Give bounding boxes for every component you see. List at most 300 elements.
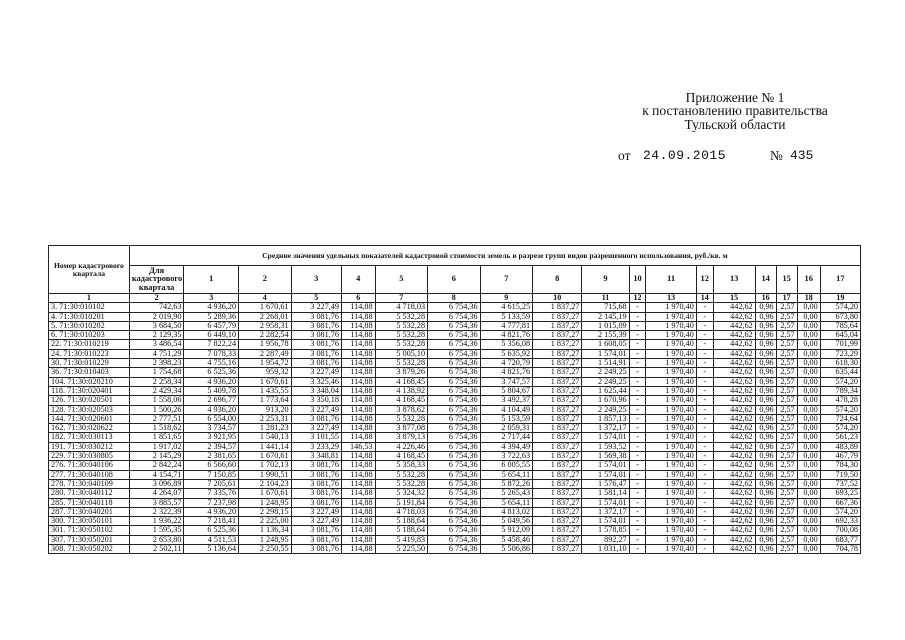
table-cell: 2 717,44 — [480, 433, 533, 442]
table-cell: 1 970,40 — [646, 396, 696, 405]
table-cell: 574,20 — [820, 377, 860, 386]
table-cell: 7 205,61 — [184, 479, 239, 488]
table-cell: - — [629, 452, 646, 461]
table-cell: 719,50 — [820, 470, 860, 479]
table-cell: 4 226,46 — [375, 442, 428, 451]
table-cell: 5 532,28 — [375, 359, 428, 368]
table-cell: 0,00 — [797, 535, 820, 544]
table-cell: 2,57 — [776, 340, 797, 349]
table-cell: 2 250,55 — [239, 545, 292, 554]
table-cell: - — [696, 442, 713, 451]
table-cell: 1 540,13 — [239, 433, 292, 442]
table-cell: 3 081,76 — [291, 321, 341, 330]
table-cell: 114,88 — [341, 405, 375, 414]
table-cell: - — [629, 461, 646, 470]
table-cell: 3 684,50 — [129, 321, 184, 330]
table-row — [49, 377, 861, 386]
table-cell: 1 608,05 — [582, 340, 629, 349]
table-cell: 114,88 — [341, 479, 375, 488]
table-cell: 1 936,22 — [129, 517, 184, 526]
table-cell: 5 419,83 — [375, 535, 428, 544]
table-cell: 3 081,76 — [291, 312, 341, 321]
table-cell: 442,62 — [713, 368, 755, 377]
table-cell: 442,62 — [713, 377, 755, 386]
table-cell: 1 569,38 — [582, 452, 629, 461]
column-index: 7 — [375, 294, 428, 303]
table-cell: 4 168,45 — [375, 452, 428, 461]
table-cell: 1 970,40 — [646, 498, 696, 507]
table-cell: 0,96 — [755, 535, 776, 544]
table-cell: - — [696, 517, 713, 526]
table-cell: - — [629, 470, 646, 479]
table-cell: - — [629, 377, 646, 386]
table-cell: 693,25 — [820, 489, 860, 498]
table-cell: 2,57 — [776, 386, 797, 395]
table-cell: 618,30 — [820, 359, 860, 368]
table-cell: 114,88 — [341, 433, 375, 442]
table-cell: 0,96 — [755, 386, 776, 395]
table-cell: 1 514,91 — [582, 359, 629, 368]
table-cell: 0,96 — [755, 433, 776, 442]
table-cell: 1 851,65 — [129, 433, 184, 442]
table-cell: 6 754,36 — [428, 396, 481, 405]
table-cell: 1 372,17 — [582, 507, 629, 516]
table-cell: 442,62 — [713, 331, 755, 340]
table-cell: 4 104,49 — [480, 405, 533, 414]
table-cell: 2 253,31 — [239, 414, 292, 423]
table-cell: 784,30 — [820, 461, 860, 470]
table-cell: 114,88 — [341, 331, 375, 340]
table-cell: 114,88 — [341, 461, 375, 470]
table-cell: - — [696, 545, 713, 554]
table-cell: 673,80 — [820, 312, 860, 321]
table-cell: 7 078,33 — [184, 349, 239, 358]
table-cell: 1 970,40 — [646, 433, 696, 442]
table-cell: 2,57 — [776, 517, 797, 526]
table-cell: 3 081,76 — [291, 545, 341, 554]
table-cell: 1 281,23 — [239, 424, 292, 433]
table-cell: 1 500,26 — [129, 405, 184, 414]
table-cell: 3 081,76 — [291, 498, 341, 507]
table-row — [49, 442, 861, 451]
table-cell: 1 970,40 — [646, 368, 696, 377]
table-cell: 1 837,27 — [533, 470, 582, 479]
table-row — [49, 368, 861, 377]
table-cell: 1 970,40 — [646, 359, 696, 368]
table-cell: 0,00 — [797, 340, 820, 349]
table-cell: 2,57 — [776, 470, 797, 479]
table-cell: 3 486,54 — [129, 340, 184, 349]
table-cell: 1 581,14 — [582, 489, 629, 498]
table-cell: 6 754,36 — [428, 321, 481, 330]
table-cell: 6 754,36 — [428, 479, 481, 488]
table-cell: 1 837,27 — [533, 545, 582, 554]
table-cell: 1 970,40 — [646, 545, 696, 554]
table-cell: 2,57 — [776, 461, 797, 470]
table-cell: - — [696, 507, 713, 516]
table-cell: 114,88 — [341, 535, 375, 544]
table-cell: 442,62 — [713, 479, 755, 488]
table-cell: 1 670,61 — [239, 303, 292, 312]
table-cell: - — [696, 414, 713, 423]
table-cell: 3 877,08 — [375, 424, 428, 433]
table-cell: 2 249,25 — [582, 377, 629, 386]
table-cell: 5 532,28 — [375, 331, 428, 340]
table-cell: 1 136,34 — [239, 526, 292, 535]
table-cell: 1 970,40 — [646, 303, 696, 312]
table-cell: 4 138,92 — [375, 386, 428, 395]
table-row — [49, 433, 861, 442]
table-cell: 483,89 — [820, 442, 860, 451]
table-cell: 114,88 — [341, 359, 375, 368]
table-cell: 1 670,96 — [582, 396, 629, 405]
table-cell: 6 754,36 — [428, 368, 481, 377]
table-cell: 3 081,76 — [291, 331, 341, 340]
group-header: 10 — [629, 266, 646, 294]
table-cell: 114,88 — [341, 507, 375, 516]
table-cell: - — [696, 405, 713, 414]
table-cell: 2,57 — [776, 359, 797, 368]
table-cell: 2 298,15 — [239, 507, 292, 516]
table-cell: 6 754,36 — [428, 414, 481, 423]
table-cell: 0,00 — [797, 331, 820, 340]
table-cell: 5 872,26 — [480, 479, 533, 488]
table-row — [49, 414, 861, 423]
table-cell: 2,57 — [776, 452, 797, 461]
table-cell: 3 081,76 — [291, 349, 341, 358]
appendix-subtitle: к постановлению правительства — [642, 103, 828, 118]
table-cell: 114,88 — [341, 489, 375, 498]
table-cell: 1 837,27 — [533, 312, 582, 321]
table-cell: 913,20 — [239, 405, 292, 414]
table-cell: 4 264,07 — [129, 489, 184, 498]
table-row — [49, 340, 861, 349]
table-cell: 3 227,49 — [291, 303, 341, 312]
cadastral-value-table — [48, 245, 861, 554]
table-cell: 114,88 — [341, 452, 375, 461]
table-cell: 0,00 — [797, 359, 820, 368]
table-cell: 1 015,09 — [582, 321, 629, 330]
group-header: 11 — [646, 266, 696, 294]
table-cell: 1 970,40 — [646, 340, 696, 349]
table-cell: 4 720,79 — [480, 359, 533, 368]
resolution-date: 24.09.2015 — [643, 148, 727, 163]
table-cell: - — [629, 517, 646, 526]
table-cell: 2,57 — [776, 424, 797, 433]
table-cell: 5 532,28 — [375, 312, 428, 321]
table-cell: 5 136,64 — [184, 545, 239, 554]
table-cell: 4 821,76 — [480, 331, 533, 340]
table-cell: 1 837,27 — [533, 349, 582, 358]
table-cell: 3 081,76 — [291, 535, 341, 544]
table-cell: 1 435,55 — [239, 386, 292, 395]
table-cell: 1 837,27 — [533, 331, 582, 340]
table-cell: 114,88 — [341, 349, 375, 358]
table-cell: 2,57 — [776, 498, 797, 507]
group-header: 16 — [797, 266, 820, 294]
table-cell: 2 268,01 — [239, 312, 292, 321]
table-cell: 4 718,03 — [375, 303, 428, 312]
table-cell: 5 265,43 — [480, 489, 533, 498]
table-cell: 0,96 — [755, 507, 776, 516]
table-cell: 6 554,00 — [184, 414, 239, 423]
table-cell: - — [629, 498, 646, 507]
table-cell: 6 754,36 — [428, 349, 481, 358]
cadastral-quarter-cell: 191. 71:30:030212 — [49, 442, 130, 451]
table-cell: 723,29 — [820, 349, 860, 358]
table-cell: 3 921,95 — [184, 433, 239, 442]
table-cell: 1 837,27 — [533, 340, 582, 349]
table-cell: - — [696, 452, 713, 461]
table-cell: 5 654,11 — [480, 498, 533, 507]
table-cell: 0,00 — [797, 321, 820, 330]
table-cell: 2 287,49 — [239, 349, 292, 358]
table-cell: 1 990,51 — [239, 470, 292, 479]
table-cell: 5 409,78 — [184, 386, 239, 395]
table-row — [49, 507, 861, 516]
table-cell: - — [629, 349, 646, 358]
resolution-number: 435 — [790, 148, 814, 163]
table-cell: 442,62 — [713, 396, 755, 405]
table-row — [49, 498, 861, 507]
table-cell: 3 081,76 — [291, 489, 341, 498]
table-row — [49, 312, 861, 321]
table-cell: 2 322,39 — [129, 507, 184, 516]
cadastral-quarter-cell: 144. 71:30:020601 — [49, 414, 130, 423]
table-cell: 114,88 — [341, 498, 375, 507]
table-cell: 1 625,44 — [582, 386, 629, 395]
table-cell: 442,62 — [713, 424, 755, 433]
table-cell: 4 154,71 — [129, 470, 184, 479]
column-index: 4 — [239, 294, 292, 303]
table-cell: - — [629, 321, 646, 330]
table-cell: 442,62 — [713, 303, 755, 312]
table-cell: 1 670,61 — [239, 489, 292, 498]
table-row — [49, 489, 861, 498]
table-cell: 1 773,64 — [239, 396, 292, 405]
column-index: 10 — [533, 294, 582, 303]
number-prefix: № — [770, 148, 783, 163]
table-cell: 5 191,84 — [375, 498, 428, 507]
table-cell: 1 837,27 — [533, 517, 582, 526]
table-cell: 683,77 — [820, 535, 860, 544]
table-cell: 4 813,02 — [480, 507, 533, 516]
table-cell: 0,96 — [755, 470, 776, 479]
table-cell: 5 005,10 — [375, 349, 428, 358]
quarter-number-header: Номер кадастрового квартала — [49, 246, 130, 294]
cadastral-quarter-cell: 280. 71:30:040112 — [49, 489, 130, 498]
table-cell: 574,20 — [820, 507, 860, 516]
table-cell: 0,00 — [797, 386, 820, 395]
table-cell: 0,00 — [797, 312, 820, 321]
table-cell: 0,96 — [755, 526, 776, 535]
table-cell: 114,88 — [341, 368, 375, 377]
table-row — [49, 321, 861, 330]
group-header: 13 — [713, 266, 755, 294]
table-cell: - — [629, 489, 646, 498]
table-cell: 146,53 — [341, 442, 375, 451]
table-cell: 1 837,27 — [533, 479, 582, 488]
table-cell: 1 837,27 — [533, 507, 582, 516]
cadastral-quarter-cell: 182. 71:30:030113 — [49, 433, 130, 442]
table-cell: - — [629, 340, 646, 349]
table-cell: - — [696, 396, 713, 405]
table-cell: 1 970,40 — [646, 321, 696, 330]
table-cell: 1 970,40 — [646, 479, 696, 488]
table-cell: 2 249,25 — [582, 405, 629, 414]
table-cell: 1 372,17 — [582, 424, 629, 433]
cadastral-quarter-cell: 277. 71:30:040108 — [49, 470, 130, 479]
table-cell: 700,08 — [820, 526, 860, 535]
table-cell: 6 754,36 — [428, 359, 481, 368]
table-cell: - — [696, 424, 713, 433]
table-cell: 0,00 — [797, 498, 820, 507]
cadastral-quarter-cell: 276. 71:30:040106 — [49, 461, 130, 470]
table-cell: - — [629, 479, 646, 488]
table-cell: 3 081,76 — [291, 526, 341, 535]
table-row — [49, 545, 861, 554]
table-cell: 2 155,39 — [582, 331, 629, 340]
table-cell: 0,96 — [755, 545, 776, 554]
table-cell: 3 348,04 — [291, 386, 341, 395]
table-cell: 442,62 — [713, 386, 755, 395]
table-cell: 724,64 — [820, 414, 860, 423]
table-cell: 6 525,36 — [184, 526, 239, 535]
table-cell: 5 654,11 — [480, 470, 533, 479]
table-row — [49, 470, 861, 479]
table-cell: 3 081,76 — [291, 479, 341, 488]
table-cell: 0,96 — [755, 396, 776, 405]
table-cell: 737,52 — [820, 479, 860, 488]
table-cell: 0,00 — [797, 303, 820, 312]
table-cell: - — [696, 526, 713, 535]
table-cell: 0,96 — [755, 303, 776, 312]
table-cell: 442,62 — [713, 526, 755, 535]
table-cell: 442,62 — [713, 405, 755, 414]
cadastral-quarter-cell: 104. 71:30:020210 — [49, 377, 130, 386]
table-cell: 1 574,01 — [582, 349, 629, 358]
table-cell: 114,88 — [341, 545, 375, 554]
table-cell: 1 837,27 — [533, 433, 582, 442]
table-cell: 0,00 — [797, 396, 820, 405]
table-cell: 4 936,20 — [184, 377, 239, 386]
table-cell: - — [629, 331, 646, 340]
table-cell: 4 168,45 — [375, 396, 428, 405]
table-cell: 667,36 — [820, 498, 860, 507]
group-header: 12 — [696, 266, 713, 294]
table-cell: 574,20 — [820, 303, 860, 312]
table-cell: 7 335,76 — [184, 489, 239, 498]
table-cell: 2 429,34 — [129, 386, 184, 395]
table-cell: 1 970,40 — [646, 312, 696, 321]
table-cell: 1 837,27 — [533, 442, 582, 451]
table-cell: 442,62 — [713, 489, 755, 498]
column-index: 9 — [480, 294, 533, 303]
table-cell: 2 104,23 — [239, 479, 292, 488]
table-cell: 0,96 — [755, 489, 776, 498]
table-cell: 0,96 — [755, 424, 776, 433]
table-cell: - — [629, 396, 646, 405]
group-header: 9 — [582, 266, 629, 294]
table-cell: 6 754,36 — [428, 340, 481, 349]
table-cell: 5 458,46 — [480, 535, 533, 544]
table-cell: - — [629, 359, 646, 368]
table-cell: 3 101,55 — [291, 433, 341, 442]
table-cell: 1 917,02 — [129, 442, 184, 451]
table-cell: - — [696, 479, 713, 488]
cadastral-quarter-cell: 278. 71:30:040109 — [49, 479, 130, 488]
table-cell: 6 754,36 — [428, 303, 481, 312]
table-cell: 6 566,60 — [184, 461, 239, 470]
table-cell: 6 754,36 — [428, 312, 481, 321]
table-cell: - — [629, 368, 646, 377]
group-values-header: Средние значения удельных показателей кадастровой стоимости земель в разрезе групп видов разрешенного использования, руб./кв. м — [129, 246, 860, 266]
table-cell: 442,62 — [713, 545, 755, 554]
table-cell: - — [629, 414, 646, 423]
table-cell: 114,88 — [341, 321, 375, 330]
table-cell: 0,96 — [755, 498, 776, 507]
column-index: 1 — [49, 294, 130, 303]
table-cell: 2,57 — [776, 526, 797, 535]
table-cell: 1 574,01 — [582, 517, 629, 526]
cadastral-quarter-cell: 24. 71:30:010223 — [49, 349, 130, 358]
table-cell: 7 150,85 — [184, 470, 239, 479]
table-cell: 6 754,36 — [428, 442, 481, 451]
column-index: 13 — [646, 294, 696, 303]
table-cell: 1 670,61 — [239, 452, 292, 461]
table-cell: 5 153,59 — [480, 414, 533, 423]
table-cell: 4 821,76 — [480, 368, 533, 377]
cadastral-quarter-cell: 3. 71:30:010102 — [49, 303, 130, 312]
table-cell: 6 449,10 — [184, 331, 239, 340]
table-cell: 1 837,27 — [533, 526, 582, 535]
table-cell: 5 912,09 — [480, 526, 533, 535]
table-cell: 1 837,27 — [533, 535, 582, 544]
table-cell: 1 576,47 — [582, 479, 629, 488]
table-cell: 2,57 — [776, 489, 797, 498]
table-cell: 2 696,77 — [184, 396, 239, 405]
table-cell: 2,57 — [776, 507, 797, 516]
table-cell: 789,34 — [820, 386, 860, 395]
table-cell: 1 702,13 — [239, 461, 292, 470]
table-cell: 0,96 — [755, 349, 776, 358]
table-cell: 0,00 — [797, 452, 820, 461]
table-cell: - — [629, 433, 646, 442]
table-cell: 4 777,81 — [480, 321, 533, 330]
table-cell: 3 348,81 — [291, 452, 341, 461]
table-cell: 2 398,23 — [129, 359, 184, 368]
table-cell: 442,62 — [713, 461, 755, 470]
table-cell: 3 096,89 — [129, 479, 184, 488]
table-cell: 6 754,36 — [428, 535, 481, 544]
table-cell: 442,62 — [713, 507, 755, 516]
table-cell: 1 248,95 — [239, 498, 292, 507]
table-cell: 1 578,85 — [582, 526, 629, 535]
table-cell: 1 970,40 — [646, 535, 696, 544]
table-cell: 5 188,64 — [375, 517, 428, 526]
table-cell: 704,78 — [820, 545, 860, 554]
table-cell: 1 754,68 — [129, 368, 184, 377]
table-body — [49, 303, 861, 554]
table-cell: - — [629, 424, 646, 433]
table-cell: 2 653,80 — [129, 535, 184, 544]
table-cell: 3 081,76 — [291, 470, 341, 479]
table-cell: 2,57 — [776, 479, 797, 488]
table-cell: 574,20 — [820, 424, 860, 433]
column-index: 19 — [820, 294, 860, 303]
table-cell: 0,00 — [797, 368, 820, 377]
table-cell: 6 754,36 — [428, 461, 481, 470]
